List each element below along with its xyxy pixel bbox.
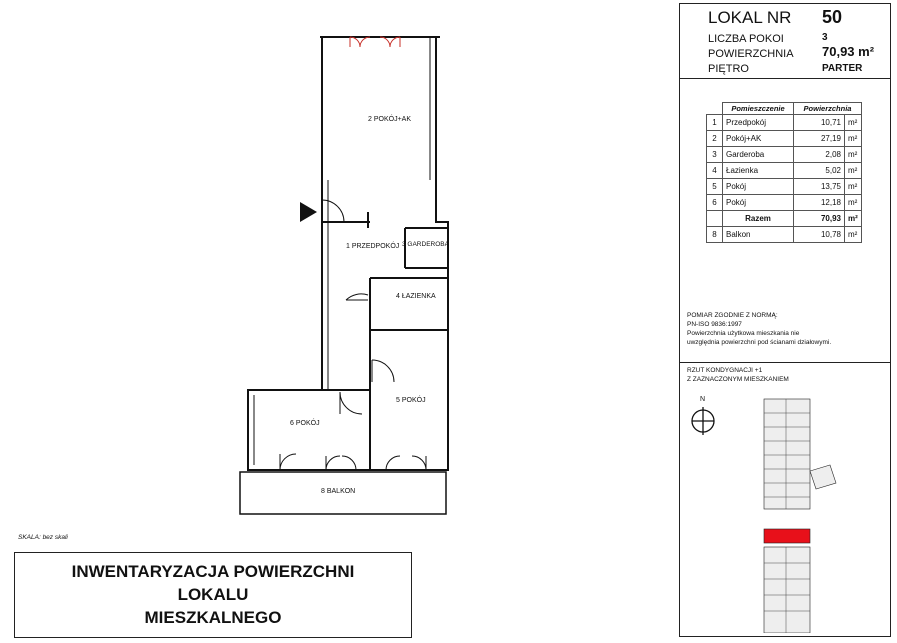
col-room-header: Pomieszczenie (723, 103, 794, 115)
rooms-table (706, 102, 862, 243)
unit-header (680, 4, 890, 79)
room5-label: 5 POKÓJ (396, 397, 426, 404)
row-name: Pokój+AK (723, 131, 794, 147)
row-nr: 2 (707, 131, 723, 147)
mini-line2: Z ZAZNACZONYM MIESZKANIEM (687, 376, 789, 383)
row-unit: m² (845, 179, 862, 195)
room3-label: 3 GARDEROBA (402, 241, 449, 248)
col-area-header: Powierzchnia (794, 103, 862, 115)
table-row (707, 179, 862, 195)
row-area: 10,71 (794, 115, 845, 131)
rooms-table-box (680, 79, 890, 363)
mini-line1: RZUT KONDYGNACJI +1 (687, 367, 763, 374)
table-row (707, 195, 862, 211)
info-panel (679, 3, 891, 637)
area-label: POWIERZCHNIA (708, 48, 794, 60)
room6-label: 6 POKÓJ (290, 420, 320, 427)
area-value: 70,93 m² (822, 44, 875, 59)
row-unit: m² (845, 163, 862, 179)
outer-wall (248, 37, 448, 470)
row-nr: 5 (707, 179, 723, 195)
entrance-arrow-icon (300, 202, 317, 222)
row-unit: m² (845, 147, 862, 163)
lokal-label: LOKAL NR (708, 8, 792, 27)
room4-label: 4 ŁAZIENKA (396, 293, 436, 300)
title-box (14, 552, 412, 638)
row-nr: 1 (707, 115, 723, 131)
row-unit: m² (845, 131, 862, 147)
row-area: 10,78 (794, 227, 845, 243)
row-nr: 4 (707, 163, 723, 179)
row-unit: m² (845, 115, 862, 131)
row-nr: 3 (707, 147, 723, 163)
total-unit: m² (845, 211, 862, 227)
total-label: Razem (723, 211, 794, 227)
scale-note: SKALA: bez skali (18, 534, 68, 541)
floor-label: PIĘTRO (708, 63, 749, 75)
row-area: 5,02 (794, 163, 845, 179)
note-line1: POMIAR ZGODNIE Z NORMĄ: (687, 312, 778, 319)
row-area: 27,19 (794, 131, 845, 147)
title-line1: INWENTARYZACJA POWIERZCHNI (71, 562, 355, 581)
north-label: N (700, 396, 706, 403)
row-name: Łazienka (723, 163, 794, 179)
row-name: Pokój (723, 195, 794, 211)
minimap-box (680, 363, 890, 636)
table-row (707, 131, 862, 147)
row-name: Przedpokój (723, 115, 794, 131)
table-row (707, 147, 862, 163)
balcony-row (707, 227, 862, 243)
note-line3: Powierzchnia użytkowa mieszkania nie (687, 330, 800, 337)
note-line4: uwzględnia powierzchni pod ścianami działowymi. (687, 339, 832, 346)
row-unit: m² (845, 227, 862, 243)
room1-label: 1 PRZEDPOKÓJ (346, 243, 400, 250)
table-row (707, 163, 862, 179)
row-nr: 6 (707, 195, 723, 211)
total-area: 70,93 (794, 211, 845, 227)
title-line3: MIESZKALNEGO (144, 608, 282, 627)
total-row (707, 211, 862, 227)
title-line2: LOKALU (177, 585, 249, 604)
row-name: Pokój (723, 179, 794, 195)
row-name: Balkon (723, 227, 794, 243)
north-arrow-icon (688, 397, 718, 437)
rooms-label: LICZBA POKOI (708, 33, 784, 45)
row-name: Garderoba (723, 147, 794, 163)
row-area: 13,75 (794, 179, 845, 195)
rooms-value: 3 (822, 32, 828, 43)
room8-label: 8 BALKON (321, 488, 356, 495)
row-area: 2,08 (794, 147, 845, 163)
row-nr: 8 (707, 227, 723, 243)
building-minimap (756, 397, 866, 633)
table-row (707, 115, 862, 131)
row-unit: m² (845, 195, 862, 211)
highlighted-unit (764, 529, 810, 543)
lokal-number: 50 (822, 7, 843, 27)
note-line2: PN-ISO 9836:1997 (687, 321, 742, 328)
row-area: 12,18 (794, 195, 845, 211)
room2-label: 2 POKÓJ+AK (368, 116, 411, 123)
floor-value: PARTER (822, 63, 863, 74)
